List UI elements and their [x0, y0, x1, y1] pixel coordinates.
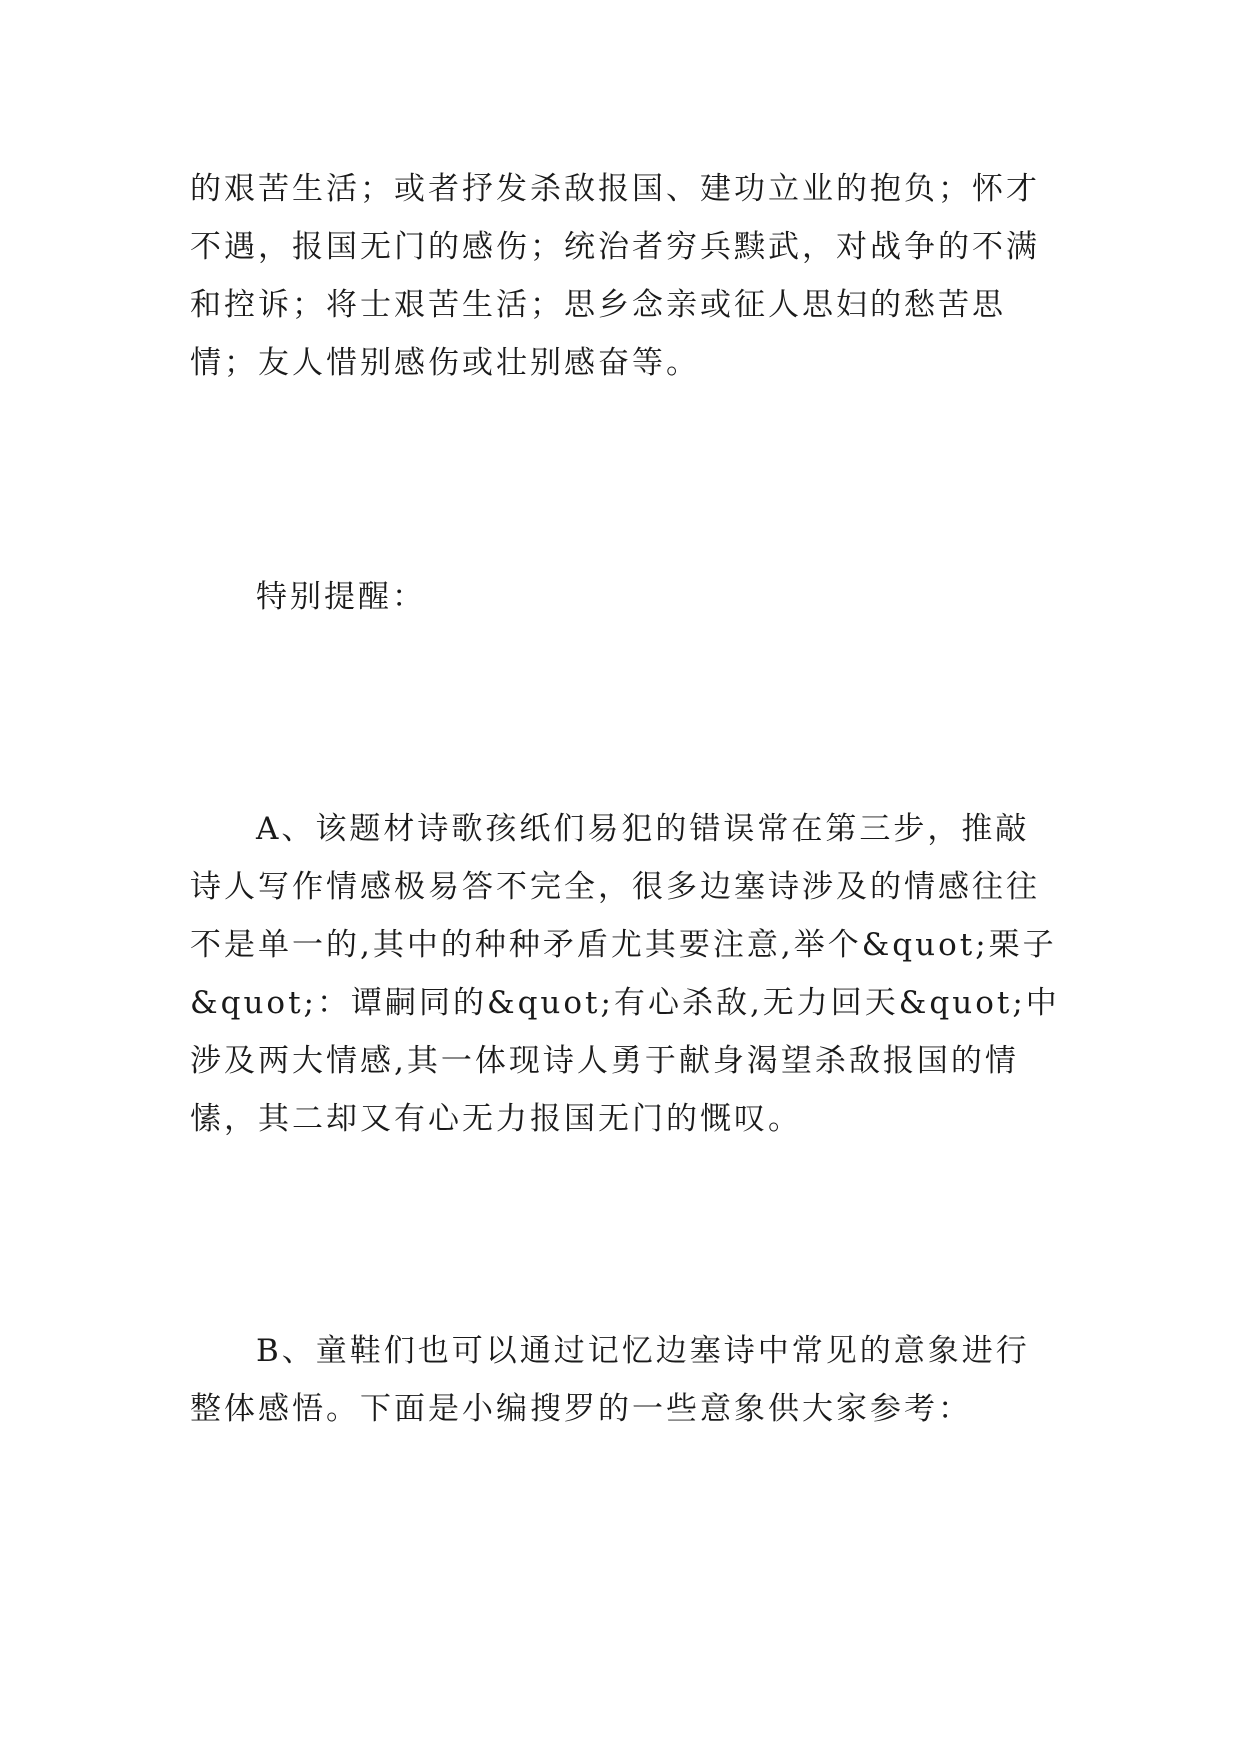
paragraph-note-b: B、童鞋们也可以通过记忆边塞诗中常见的意象进行整体感悟。下面是小编搜罗的一些意象供大家参考：: [190, 1333, 1030, 1427]
paragraph-note-a: A、该题材诗歌孩纸们易犯的错误常在第三步，推敲诗人写作情感极易答不完全，很多边塞诗涉及的情感往往不是单一的,其中的种种矛盾尤其要注意,举个&quot;栗子&quot;：谭嗣同的&quot;有心杀敌,无力回天&quot;中涉及两大情感,其一体现诗人勇于献身渴望杀敌报国的情愫，其二却又有心无力报国无门的慨叹。: [190, 811, 1060, 1137]
paragraph-emotion-list: 的艰苦生活；或者抒发杀敌报国、建功立业的抱负；怀才不遇，报国无门的感伤；统治者穷兵黩武，对战争的不满和控诉；将士艰苦生活；思乡念亲或征人思妇的愁苦思情；友人惜别感伤或壮别感奋等。: [190, 171, 1040, 381]
paragraph-special-reminder-heading: 特别提醒：: [256, 579, 426, 615]
